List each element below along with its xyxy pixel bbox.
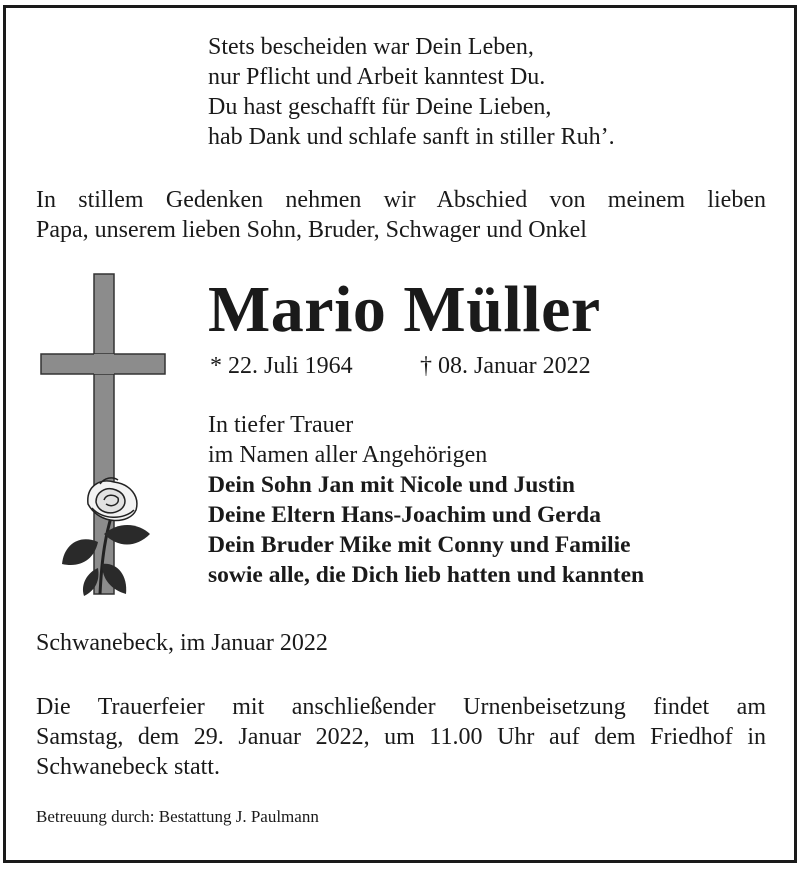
poem-line: nur Pflicht und Arbeit kanntest Du. xyxy=(208,64,546,90)
mourners-line: In tiefer Trauer xyxy=(208,412,354,438)
poem-line: Stets bescheiden war Dein Leben, xyxy=(208,34,534,60)
funeral-service-info xyxy=(36,692,766,782)
poem-line: Du hast geschafft für Deine Lieben, xyxy=(208,94,552,120)
place-and-date: Schwanebeck, im Januar 2022 xyxy=(36,630,328,656)
intro-line: In stillem Gedenken nehmen wir Abschied von meinem lieben xyxy=(36,187,766,213)
farewell-intro xyxy=(36,185,766,245)
family-member-line: Dein Sohn Jan mit Nicole und Justin xyxy=(208,472,575,498)
undertaker-credit: Betreuung durch: Bestattung J. Paulmann xyxy=(36,807,319,826)
memorial-poem xyxy=(208,32,615,152)
service-line: Die Trauerfeier mit anschließender Urnenbeisetzung findet am xyxy=(36,694,766,720)
rose-leaf xyxy=(62,539,98,565)
poem-line: hab Dank und schlafe sanft in stiller Ruh’. xyxy=(208,124,615,150)
family-member-line: sowie alle, die Dich lieb hatten und kannten xyxy=(208,562,645,588)
deceased-name: Mario Müller xyxy=(208,273,601,346)
mourners-block xyxy=(208,410,644,590)
birth-date: * 22. Juli 1964 xyxy=(210,353,353,379)
cross-with-rose-icon xyxy=(40,272,170,602)
family-member-line: Dein Bruder Mike mit Conny und Familie xyxy=(208,532,631,558)
service-line: Samstag, dem 29. Januar 2022, um 11.00 Uhr auf dem Friedhof in xyxy=(36,724,766,750)
mourners-line: im Namen aller Angehörigen xyxy=(208,442,488,468)
death-date: † 08. Januar 2022 xyxy=(420,353,591,379)
family-member-line: Deine Eltern Hans-Joachim und Gerda xyxy=(208,502,601,528)
service-line: Schwanebeck statt. xyxy=(36,754,220,780)
intro-line: Papa, unserem lieben Sohn, Bruder, Schwager und Onkel xyxy=(36,217,587,243)
